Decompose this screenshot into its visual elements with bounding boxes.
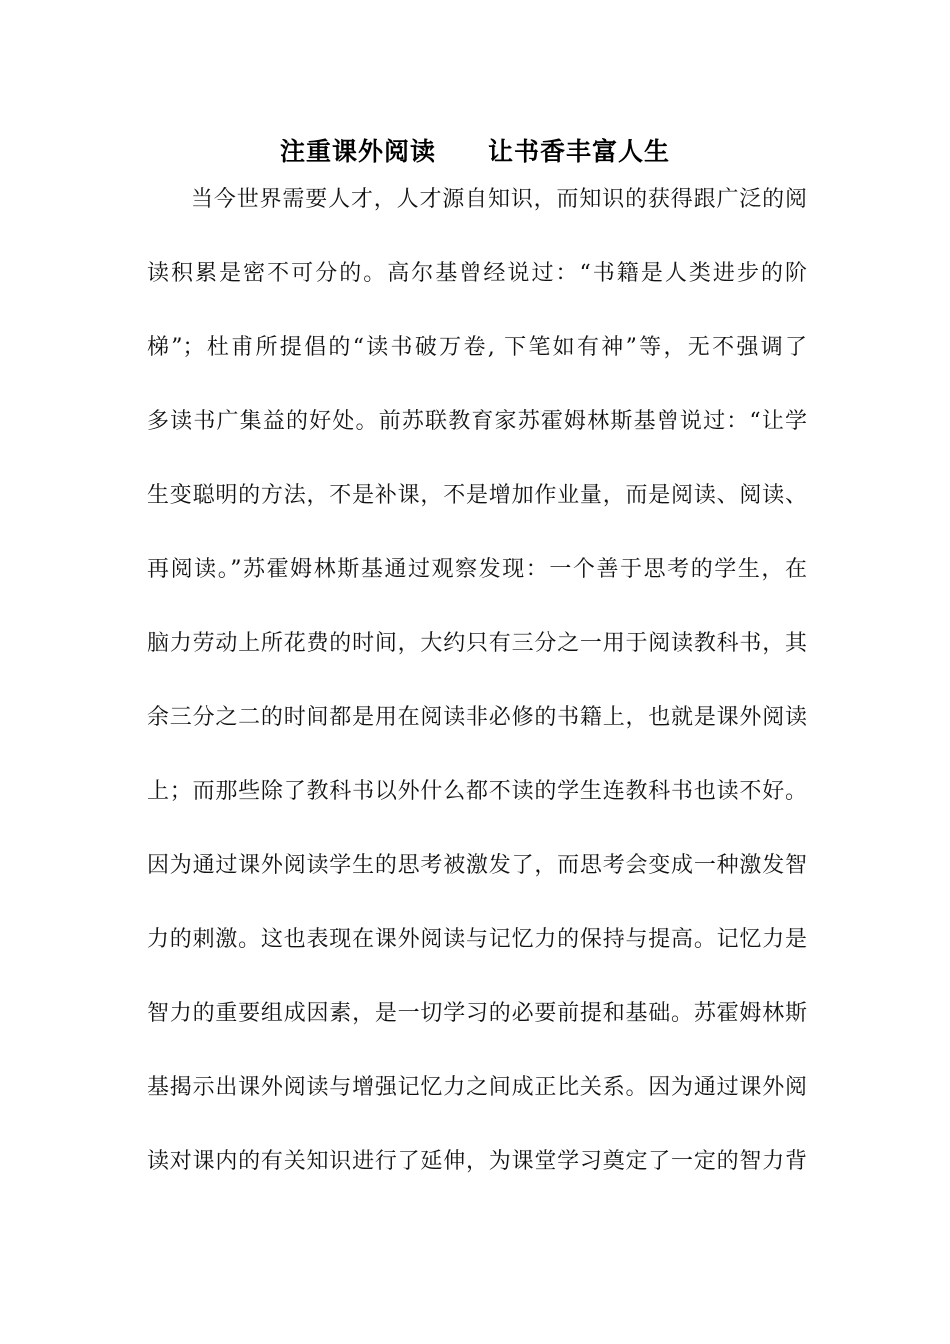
paragraph-line: 读积累是密不可分的。高尔基曾经说过：“书籍是人类进步的阶 [147, 261, 807, 286]
paragraph-line: 梯”；杜甫所提倡的“读书破万卷, 下笔如有神”等，无不强调了 [147, 335, 807, 360]
paragraph-line: 多读书广集益的好处。前苏联教育家苏霍姆林斯基曾说过：“让学 [147, 409, 807, 434]
paragraph-line: 读对课内的有关知识进行了延伸，为课堂学习奠定了一定的智力背 [147, 1149, 807, 1174]
paragraph-line: 智力的重要组成因素，是一切学习的必要前提和基础。苏霍姆林斯 [147, 1001, 807, 1026]
paragraph-line: 基揭示出课外阅读与增强记忆力之间成正比关系。因为通过课外阅 [147, 1075, 807, 1100]
paragraph-line: 余三分之二的时间都是用在阅读非必修的书籍上，也就是课外阅读 [147, 705, 807, 730]
paragraph-line: 上；而那些除了教科书以外什么都不读的学生连教科书也读不好。 [147, 779, 807, 804]
paragraph-line: 当今世界需要人才，人才源自知识，而知识的获得跟广泛的阅 [191, 187, 807, 212]
paragraph-line: 脑力劳动上所花费的时间，大约只有三分之一用于阅读教科书，其 [147, 631, 807, 656]
paragraph-line: 力的刺激。这也表现在课外阅读与记忆力的保持与提高。记忆力是 [147, 927, 807, 952]
document-title: 注重课外阅读 让书香丰富人生 [279, 137, 670, 166]
paragraph-line: 因为通过课外阅读学生的思考被激发了，而思考会变成一种激发智 [147, 853, 807, 878]
paragraph-line: 生变聪明的方法，不是补课，不是增加作业量，而是阅读、阅读、 [147, 483, 807, 508]
paragraph-line: 再阅读。”苏霍姆林斯基通过观察发现：一个善于思考的学生，在 [147, 557, 807, 582]
